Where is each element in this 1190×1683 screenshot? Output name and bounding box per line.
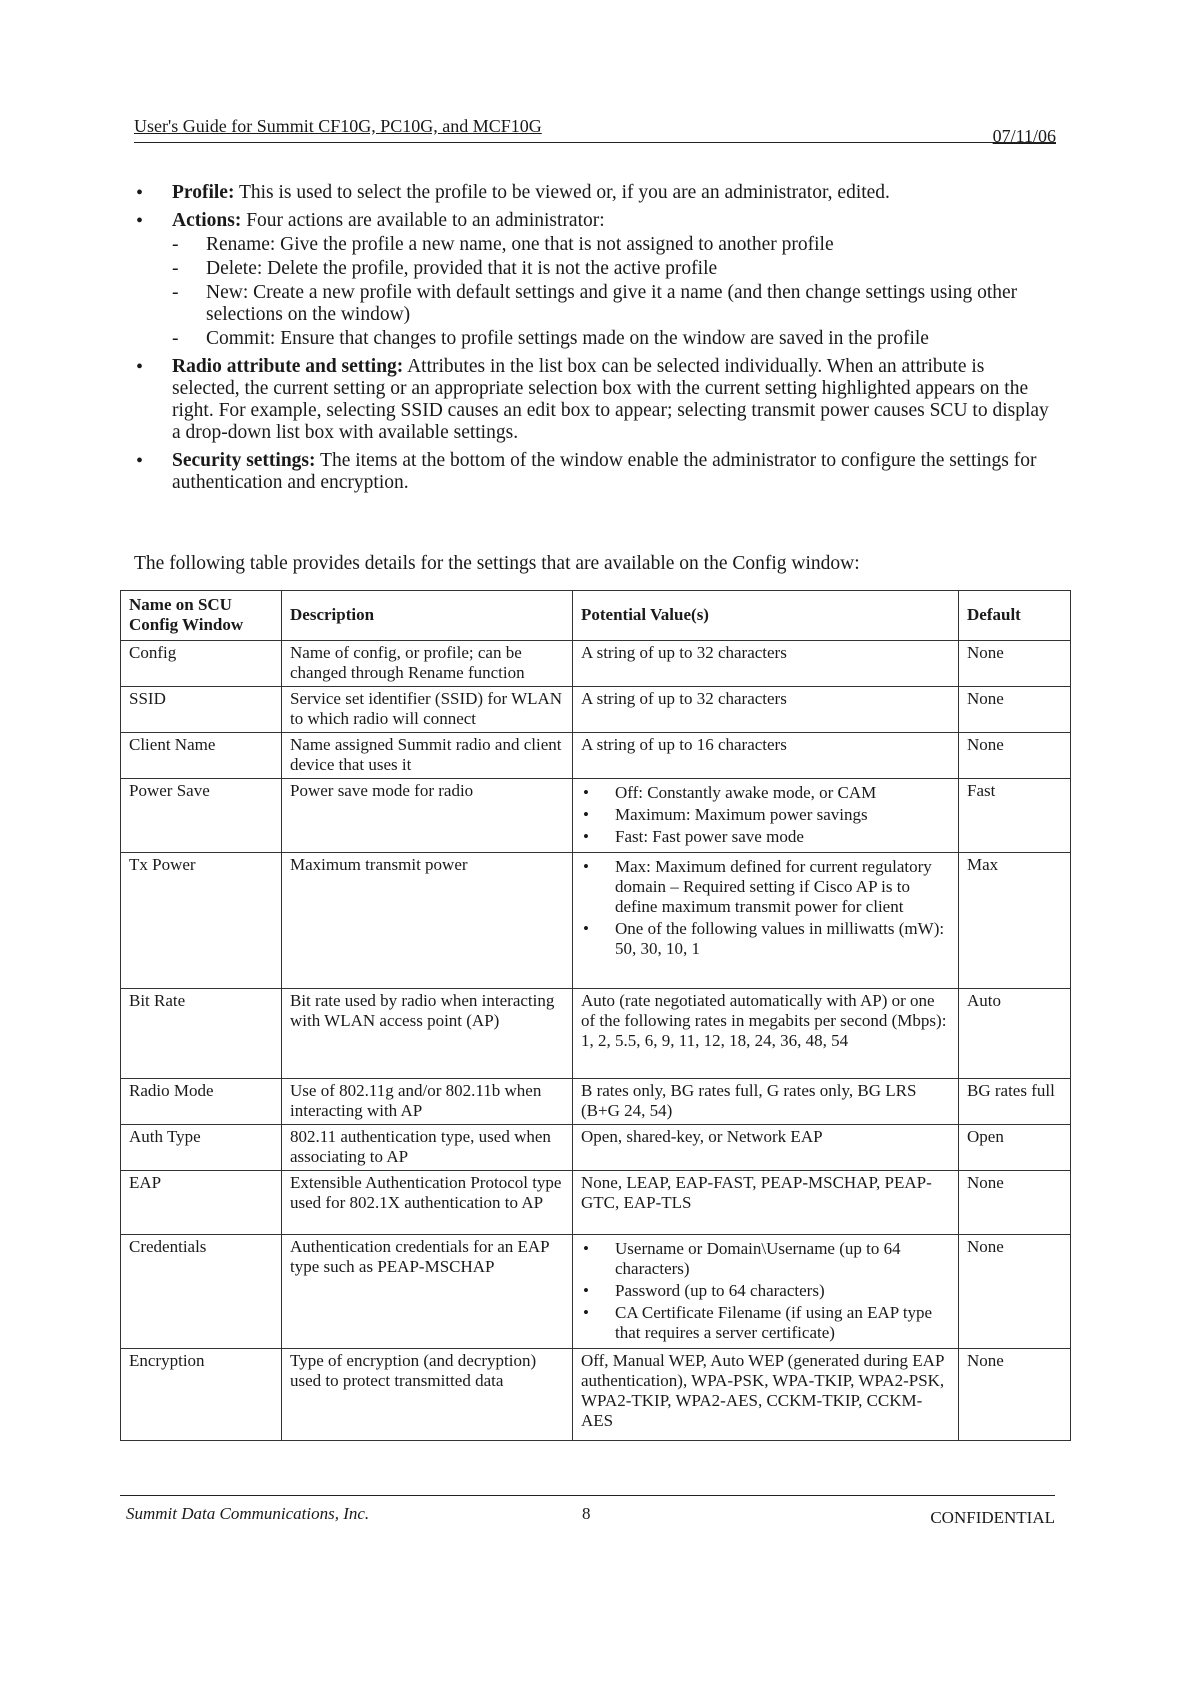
setting-values: A string of up to 16 characters <box>573 733 959 779</box>
setting-name: EAP <box>121 1171 282 1235</box>
table-row <box>121 733 1071 779</box>
value-item: • CA Certificate Filename (if using an EAP type that requires a server certificate) <box>581 1303 950 1343</box>
table-row <box>121 687 1071 733</box>
table-row <box>121 1079 1071 1125</box>
setting-name: Radio Mode <box>121 1079 282 1125</box>
setting-name: Client Name <box>121 733 282 779</box>
setting-values: Auto (rate negotiated automatically with AP) or one of the following rates in megabits per second (Mbps): 1, 2, 5.5, 6, 9, 11, 12, 18, 24, 36, 48, 54 <box>573 989 959 1079</box>
company-name: Summit Data Communications, Inc. <box>126 1504 370 1523</box>
column-header: Default <box>959 591 1071 641</box>
table-row <box>121 1125 1071 1171</box>
bullet-radio-attribute <box>134 356 1054 444</box>
values-list <box>581 1239 950 1343</box>
setting-description: Use of 802.11g and/or 802.11b when interacting with AP <box>282 1079 573 1125</box>
bullet-text: This is used to select the profile to be viewed or, if you are an administrator, edited. <box>234 182 890 203</box>
table-row <box>121 989 1071 1079</box>
bullet-actions <box>134 210 1054 350</box>
table-row <box>121 641 1071 687</box>
page-footer <box>120 1495 1055 1530</box>
setting-name: Config <box>121 641 282 687</box>
table-row <box>121 853 1071 989</box>
setting-values: B rates only, BG rates full, G rates only, BG LRS (B+G 24, 54) <box>573 1079 959 1125</box>
setting-description: Extensible Authentication Protocol type used for 802.1X authentication to AP <box>282 1171 573 1235</box>
values-list <box>581 857 950 959</box>
feature-bullet-list <box>134 182 1054 500</box>
bullet-term: Profile: <box>172 182 235 203</box>
setting-name: Tx Power <box>121 853 282 989</box>
setting-values: Open, shared-key, or Network EAP <box>573 1125 959 1171</box>
setting-description: Service set identifier (SSID) for WLAN to which radio will connect <box>282 687 573 733</box>
setting-values: None, LEAP, EAP-FAST, PEAP-MSCHAP, PEAP-GTC, EAP-TLS <box>573 1171 959 1235</box>
action-rename: - Rename: Give the profile a new name, one that is not assigned to another profile <box>172 234 1054 256</box>
confidential-label: CONFIDENTIAL <box>930 1508 1055 1527</box>
bullet-text: Attributes in the list box can be selected individually. When an attribute is selected, the current setting or an appropriate selection box with the current setting highlighted appears on the right. For example, selecting SSID causes an edit box to appear; selecting transmit power causes SCU to display a drop-down list box with available settings. <box>172 356 1049 443</box>
setting-description: Maximum transmit power <box>282 853 573 989</box>
setting-name: Power Save <box>121 779 282 853</box>
table-intro: The following table provides details for the settings that are available on the Config window: <box>134 553 860 574</box>
value-item: • Username or Domain\Username (up to 64 characters) <box>581 1239 950 1279</box>
setting-default: None <box>959 641 1071 687</box>
setting-values <box>573 779 959 853</box>
setting-default: Max <box>959 853 1071 989</box>
column-header: Description <box>282 591 573 641</box>
setting-description: Bit rate used by radio when interacting with WLAN access point (AP) <box>282 989 573 1079</box>
setting-default: Fast <box>959 779 1071 853</box>
column-header: Potential Value(s) <box>573 591 959 641</box>
values-list <box>581 783 950 847</box>
setting-name: Encryption <box>121 1349 282 1441</box>
bullet-term: Radio attribute and setting: <box>172 356 404 377</box>
setting-name: Auth Type <box>121 1125 282 1171</box>
value-item: • Fast: Fast power save mode <box>581 827 950 847</box>
value-item: • Off: Constantly awake mode, or CAM <box>581 783 950 803</box>
setting-description: Power save mode for radio <box>282 779 573 853</box>
bullet-term: Security settings: <box>172 450 316 471</box>
table-row <box>121 1349 1071 1441</box>
setting-description: 802.11 authentication type, used when associating to AP <box>282 1125 573 1171</box>
setting-default: None <box>959 733 1071 779</box>
page-number: 8 <box>582 1504 591 1523</box>
setting-name: Credentials <box>121 1235 282 1349</box>
table-row <box>121 1171 1071 1235</box>
table-header-row <box>121 591 1071 641</box>
setting-default: Auto <box>959 989 1071 1079</box>
bullet-security-settings <box>134 450 1054 494</box>
actions-sublist <box>172 234 1054 350</box>
table-row <box>121 1235 1071 1349</box>
setting-default: None <box>959 687 1071 733</box>
action-commit: - Commit: Ensure that changes to profile settings made on the window are saved in the profile <box>172 328 1054 350</box>
document-date: 07/11/06 <box>992 126 1056 146</box>
setting-values <box>573 1235 959 1349</box>
setting-default: None <box>959 1349 1071 1441</box>
value-item: • Maximum: Maximum power savings <box>581 805 950 825</box>
setting-description: Type of encryption (and decryption) used to protect transmitted data <box>282 1349 573 1441</box>
value-item: • One of the following values in milliwatts (mW): 50, 30, 10, 1 <box>581 919 950 959</box>
setting-description: Name of config, or profile; can be changed through Rename function <box>282 641 573 687</box>
setting-description: Name assigned Summit radio and client device that uses it <box>282 733 573 779</box>
setting-values <box>573 853 959 989</box>
setting-values: A string of up to 32 characters <box>573 687 959 733</box>
config-settings-table <box>120 590 1071 1441</box>
setting-default: BG rates full <box>959 1079 1071 1125</box>
column-header: Name on SCU Config Window <box>121 591 282 641</box>
setting-values: A string of up to 32 characters <box>573 641 959 687</box>
setting-description: Authentication credentials for an EAP type such as PEAP-MSCHAP <box>282 1235 573 1349</box>
setting-default: None <box>959 1235 1071 1349</box>
bullet-profile <box>134 182 1054 204</box>
action-delete: - Delete: Delete the profile, provided that it is not the active profile <box>172 258 1054 280</box>
setting-name: Bit Rate <box>121 989 282 1079</box>
value-item: • Password (up to 64 characters) <box>581 1281 950 1301</box>
table-row <box>121 779 1071 853</box>
bullet-term: Actions: <box>172 210 242 231</box>
setting-default: Open <box>959 1125 1071 1171</box>
setting-name: SSID <box>121 687 282 733</box>
document-title: User's Guide for Summit CF10G, PC10G, and MCF10G <box>134 116 542 136</box>
bullet-text: Four actions are available to an administrator: <box>241 210 605 231</box>
setting-default: None <box>959 1171 1071 1235</box>
bullet-text: The items at the bottom of the window enable the administrator to configure the settings for authentication and encryption. <box>172 450 1037 493</box>
page-header <box>134 112 1056 146</box>
setting-values: Off, Manual WEP, Auto WEP (generated during EAP authentication), WPA-PSK, WPA-TKIP, WPA2-PSK, WPA2-TKIP, WPA2-AES, CCKM-TKIP, CCKM-AES <box>573 1349 959 1441</box>
action-new: - New: Create a new profile with default settings and give it a name (and then change settings using other selections on the window) <box>172 282 1054 326</box>
value-item: • Max: Maximum defined for current regulatory domain – Required setting if Cisco AP is to define maximum transmit power for client <box>581 857 950 917</box>
